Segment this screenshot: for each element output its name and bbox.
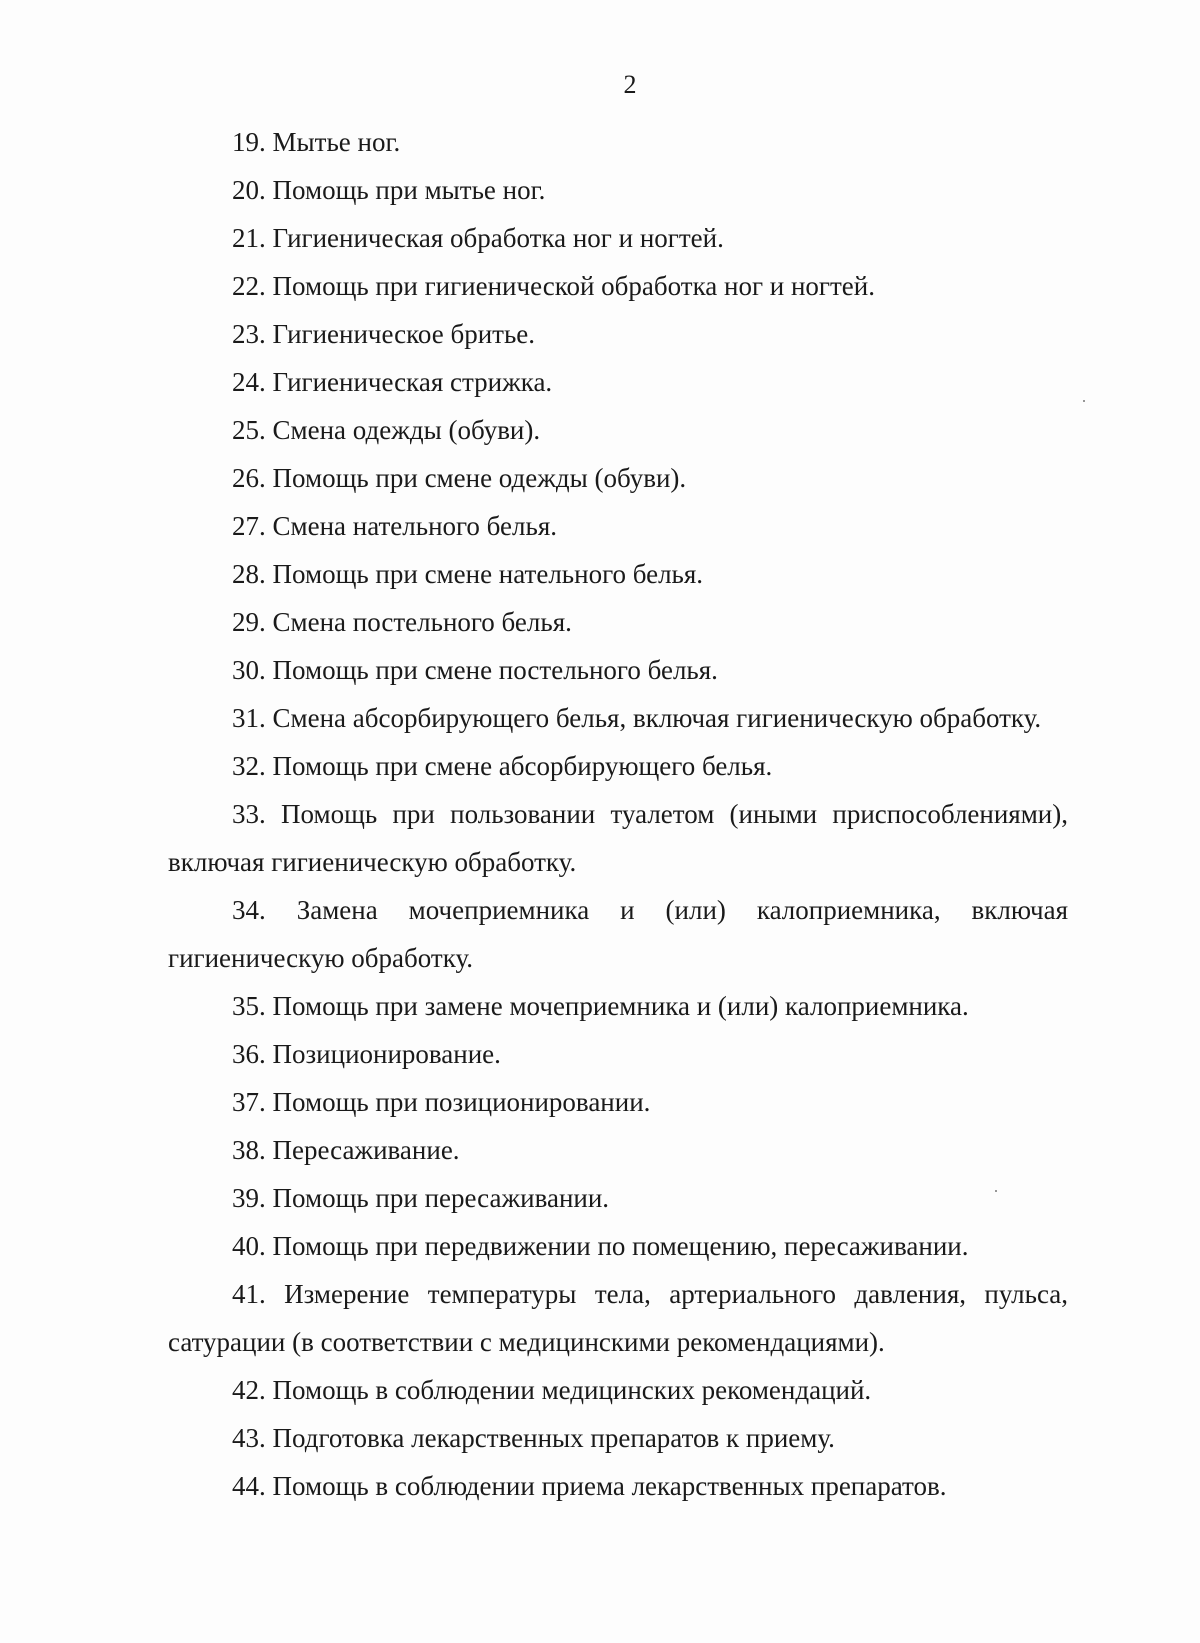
scan-speck <box>1083 400 1085 402</box>
list-item: 23. Гигиеническое бритье. <box>232 319 535 349</box>
list-item: 44. Помощь в соблюдении приема лекарственных препаратов. <box>232 1471 947 1501</box>
list-item: 29. Смена постельного белья. <box>232 607 572 637</box>
list-item: 21. Гигиеническая обработка ног и ногтей. <box>232 223 724 253</box>
list-item: 22. Помощь при гигиенической обработка ног и ногтей. <box>232 271 875 301</box>
list-item: 30. Помощь при смене постельного белья. <box>232 655 718 685</box>
list-item: 36. Позиционирование. <box>232 1039 501 1069</box>
list-item: 42. Помощь в соблюдении медицинских рекомендаций. <box>232 1375 872 1405</box>
page-number: 2 <box>623 70 637 99</box>
list-item: 24. Гигиеническая стрижка. <box>232 367 553 397</box>
list-item: 26. Помощь при смене одежды (обуви). <box>232 463 687 493</box>
list-item: 19. Мытье ног. <box>232 127 401 157</box>
list-item: 38. Пересаживание. <box>232 1135 460 1165</box>
list-item: 28. Помощь при смене нательного белья. <box>232 559 704 589</box>
scan-speck <box>995 1190 997 1192</box>
list-item: 41. Измерение температуры тела, артериального давления, пульса, сатурации (в соответствии с медицинскими рекомендациями). <box>168 1279 1068 1357</box>
list-item: 37. Помощь при позиционировании. <box>232 1087 651 1117</box>
list-item: 33. Помощь при пользовании туалетом (иными приспособлениями), включая гигиеническую обработку. <box>168 799 1068 877</box>
list-item: 40. Помощь при передвижении по помещению, пересаживании. <box>232 1231 969 1261</box>
list-item: 35. Помощь при замене мочеприемника и (или) калоприемника. <box>232 991 969 1021</box>
list-item: 20. Помощь при мытье ног. <box>232 175 546 205</box>
list-item: 34. Замена мочеприемника и (или) калоприемника, включая гигиеническую обработку. <box>168 895 1068 973</box>
list-item: 25. Смена одежды (обуви). <box>232 415 541 445</box>
list-item: 31. Смена абсорбирующего белья, включая гигиеническую обработку. <box>232 703 1042 733</box>
list-item: 39. Помощь при пересаживании. <box>232 1183 610 1213</box>
list-item: 27. Смена нательного белья. <box>232 511 557 541</box>
service-list <box>168 118 1068 1510</box>
list-item: 32. Помощь при смене абсорбирующего белья. <box>232 751 773 781</box>
list-item: 43. Подготовка лекарственных препаратов к приему. <box>232 1423 835 1453</box>
